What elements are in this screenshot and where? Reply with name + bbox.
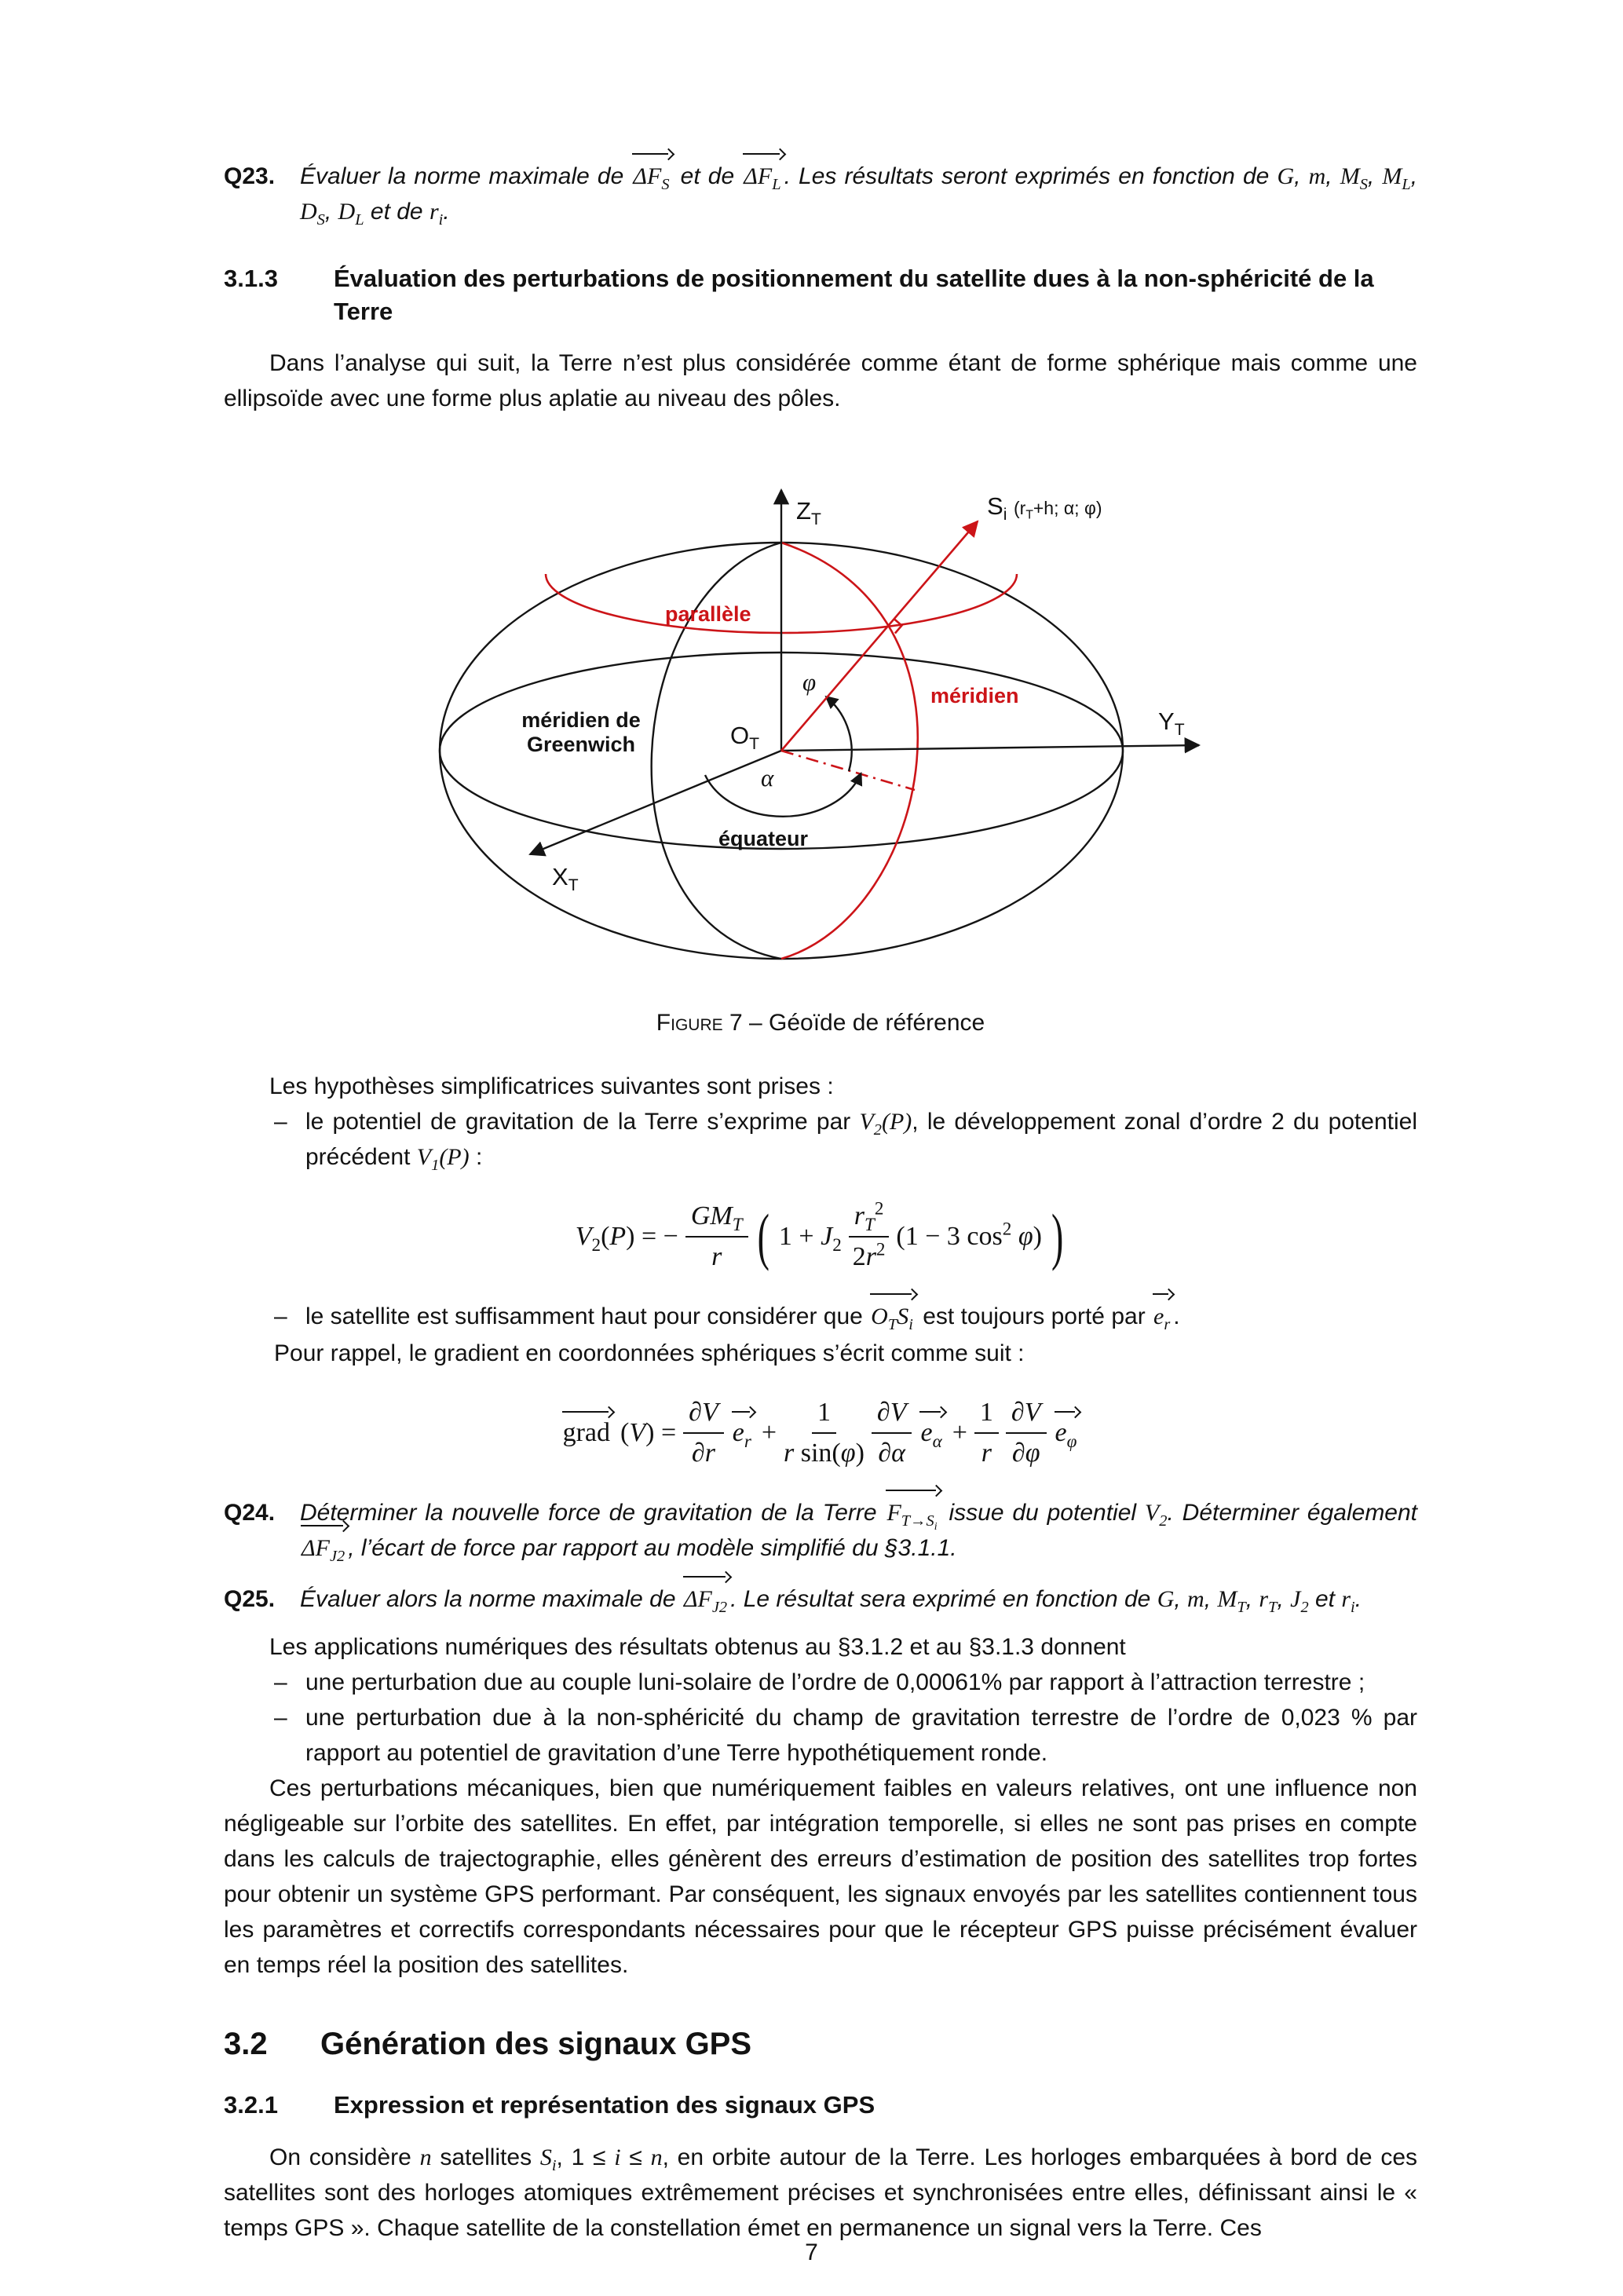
y-axis-line — [781, 745, 1199, 751]
question-q23 — [224, 159, 1417, 229]
y-axis-label: $Y_T$ — [1158, 707, 1185, 740]
projection-dashdot-line — [781, 751, 915, 790]
question-text: Déterminer la nouvelle force de gravitation de la Terre $F_{T\to S_i}$ issue du potentiel $V_2$. Déterminer également $\Delta F_{J2}$ , l’écart de force par rapport au modèle simplifié du §3.1.1. — [300, 1495, 1417, 1566]
fraction-numerator: $r_T^2$ — [849, 1200, 890, 1238]
unit-vector-er: $e_r$ — [731, 1417, 755, 1450]
question-q24 — [224, 1495, 1417, 1566]
section-number: 3.2 — [224, 2027, 268, 2061]
hypothesis-item-2 — [224, 1299, 1417, 1334]
eq-v2-lhs: $V_2(P)$ = − — [575, 1221, 678, 1256]
fraction-dv-dphi — [1006, 1396, 1047, 1470]
bullet-dash: – — [274, 1109, 287, 1135]
intro-paragraph: Dans l’analyse qui suit, la Terre n’est plus considérée comme étant de forme sphérique mais comme une ellipsoïde avec une forme plus aplatie au niveau des pôles. — [224, 350, 1417, 411]
fraction-numerator: $GM_T$ — [685, 1200, 748, 1238]
page-content — [224, 0, 1417, 2246]
fraction-denominator: r sin(φ) — [784, 1438, 865, 1468]
fraction-denominator: ∂r — [691, 1438, 715, 1468]
figure-geoide — [412, 444, 1229, 986]
parallele-label: parallèle — [665, 602, 751, 626]
meridien-label: méridien — [930, 684, 1019, 707]
question-label: Q24. — [224, 1500, 276, 1526]
bullet-text: une perturbation due à la non-sphéricité du champ de gravitation terrestre de l’ordre de 0,023 % par rapport au potentiel de gravitation d’une Terre hypothétiquement ronde. — [305, 1705, 1417, 1766]
bullet-text: le potentiel de gravitation de la Terre s’exprime par $V_2(P)$, le développement zonal d’ordre 2 du potentiel précédent $V_1(P)$ : — [305, 1109, 1417, 1174]
equation-gradient — [224, 1396, 1417, 1470]
section-heading-3-1-3 — [224, 262, 1417, 328]
phi-angle-arc — [827, 697, 852, 771]
satellite-label: $S_i$ ($r_T+h$; α; φ) — [987, 492, 1102, 525]
grad-vector: grad — [561, 1417, 613, 1450]
origin-label: $O_T$ — [730, 722, 760, 754]
section-title: Expression et représentation des signaux GPS — [334, 2091, 875, 2119]
equation-v2 — [224, 1200, 1417, 1274]
unit-vector-ealpha: $e_\alpha$ — [919, 1417, 945, 1450]
caption-figure-word: Figure — [656, 1010, 723, 1036]
equateur-label: équateur — [718, 827, 809, 850]
fraction-numerator: 1 — [812, 1396, 836, 1434]
question-label: Q23. — [224, 163, 276, 189]
application-item-1 — [224, 1665, 1417, 1700]
fraction-denominator: ∂α — [878, 1438, 906, 1468]
page-number: 7 — [805, 2239, 818, 2265]
section-number: 3.2.1 — [224, 2091, 278, 2119]
hypothesis-item-1 — [224, 1104, 1417, 1175]
fraction-denominator: r — [981, 1438, 992, 1468]
alpha-angle-arc — [705, 774, 861, 817]
section-title: Génération des signaux GPS — [320, 2027, 752, 2061]
consequences-paragraph: Ces perturbations mécaniques, bien que numériquement faibles en valeurs relatives, ont une influence non négligeable sur l’orbite des satellites. En effet, par intégration temporelle, si elles ne sont pas prises en compte dans les calculs de trajectographie, elles génèrent des erreurs d’estimation de position des satellites trop fortes pour obtenir un système GPS performant. Par conséquent, les signaux envoyés par les satellites contiennent tous les paramètres et correctifs correspondants nécessaires pour que le récepteur GPS puisse précisément évaluer en temps réel la position des satellites. — [224, 1775, 1417, 1978]
bullet-text: une perturbation due au couple luni-solaire de l’ordre de 0,00061% par rapport à l’attraction terrestre ; — [305, 1669, 1365, 1695]
caption-text: 7 – Géoïde de référence — [722, 1010, 985, 1036]
greenwich-meridian-label: méridien de Greenwich — [521, 708, 641, 756]
section-heading-3-2-1 — [224, 2089, 1417, 2121]
phi-angle-label: φ — [802, 668, 817, 696]
fraction-numerator: ∂V — [1006, 1396, 1047, 1434]
fraction-rt2-over-2r2 — [849, 1200, 890, 1274]
fraction-numerator: ∂V — [872, 1396, 912, 1434]
gps-paragraph: On considère n satellites $S_i$, 1 ≤ i ≤ n, en orbite autour de la Terre. Les horloges embarquées à bord de ces satellites sont des horloges atomiques extrêmement précises et synchronisées entre elles, définissant ainsi le « temps GPS ». Chaque satellite de la constellation émet en permanence un signal vers la Terre. Ces — [224, 2144, 1418, 2241]
section-number: 3.1.3 — [224, 265, 278, 292]
application-item-2 — [224, 1700, 1417, 1771]
left-paren: ( — [757, 1201, 769, 1271]
fraction-dv-dr — [683, 1396, 724, 1470]
fraction-denominator: ∂φ — [1011, 1438, 1040, 1468]
fraction-dv-dalpha — [872, 1396, 912, 1470]
fraction-denominator: r — [711, 1241, 722, 1271]
plus-sign: + — [952, 1417, 967, 1447]
alpha-angle-label: α — [761, 764, 774, 792]
bullet-dash: – — [274, 1669, 287, 1695]
hypotheses-intro: Les hypothèses simplificatrices suivantes sont prises : — [269, 1073, 834, 1099]
right-paren: ) — [1051, 1201, 1064, 1271]
bullet-dash: – — [274, 1705, 287, 1731]
figure-caption — [224, 1005, 1417, 1040]
question-q25 — [224, 1581, 1417, 1617]
question-label: Q25. — [224, 1586, 276, 1612]
bullet-dash: – — [274, 1303, 287, 1329]
z-axis-label: $Z_T$ — [796, 497, 821, 529]
question-text: Évaluer alors la norme maximale de $\Delta F_{J2}$ . Le résultat sera exprimé en fonction de G, m, $M_T$, $r_T$, $J_2$ et $r_i$. — [300, 1581, 1417, 1617]
fraction-gmt-over-r — [685, 1200, 748, 1274]
gradient-intro: Pour rappel, le gradient en coordonnées sphériques s’écrit comme suit : — [274, 1340, 1025, 1366]
section-heading-3-2 — [224, 2025, 1417, 2063]
x-axis-label: $X_T$ — [552, 863, 579, 895]
eq-v2-inner: $1 + J_2$ — [778, 1221, 842, 1256]
fraction-numerator: 1 — [974, 1396, 999, 1434]
fraction-1-over-r — [974, 1396, 999, 1470]
applications-intro: Les applications numériques des résultats obtenus au §3.1.2 et au §3.1.3 donnent — [269, 1634, 1126, 1660]
question-text: Évaluer la norme maximale de $\Delta F_S$ et de $\Delta F_L$ . Les résultats seront exprimés en fonction de G, m, $M_S$, $M_L$, $D_S$, $D_L$ et de $r_i$. — [300, 159, 1417, 229]
plus-sign: + — [761, 1417, 777, 1447]
fraction-numerator: ∂V — [683, 1396, 724, 1434]
eq-grad-lhs: (V) = — [620, 1417, 677, 1447]
section-title: Évaluation des perturbations de positionnement du satellite dues à la non-sphéricité de la Terre — [334, 265, 1374, 325]
bullet-text: le satellite est suffisamment haut pour considérer que $O_TS_i$ est toujours porté par $e_r$ . — [305, 1299, 1417, 1334]
eq-v2-tail: (1 − 3 $\cos^2 \varphi$) — [896, 1219, 1042, 1251]
fraction-1-over-rsinphi — [784, 1396, 865, 1470]
fraction-denominator: $2r^2$ — [852, 1239, 886, 1271]
unit-vector-ephi: $e_\varphi$ — [1054, 1417, 1080, 1450]
